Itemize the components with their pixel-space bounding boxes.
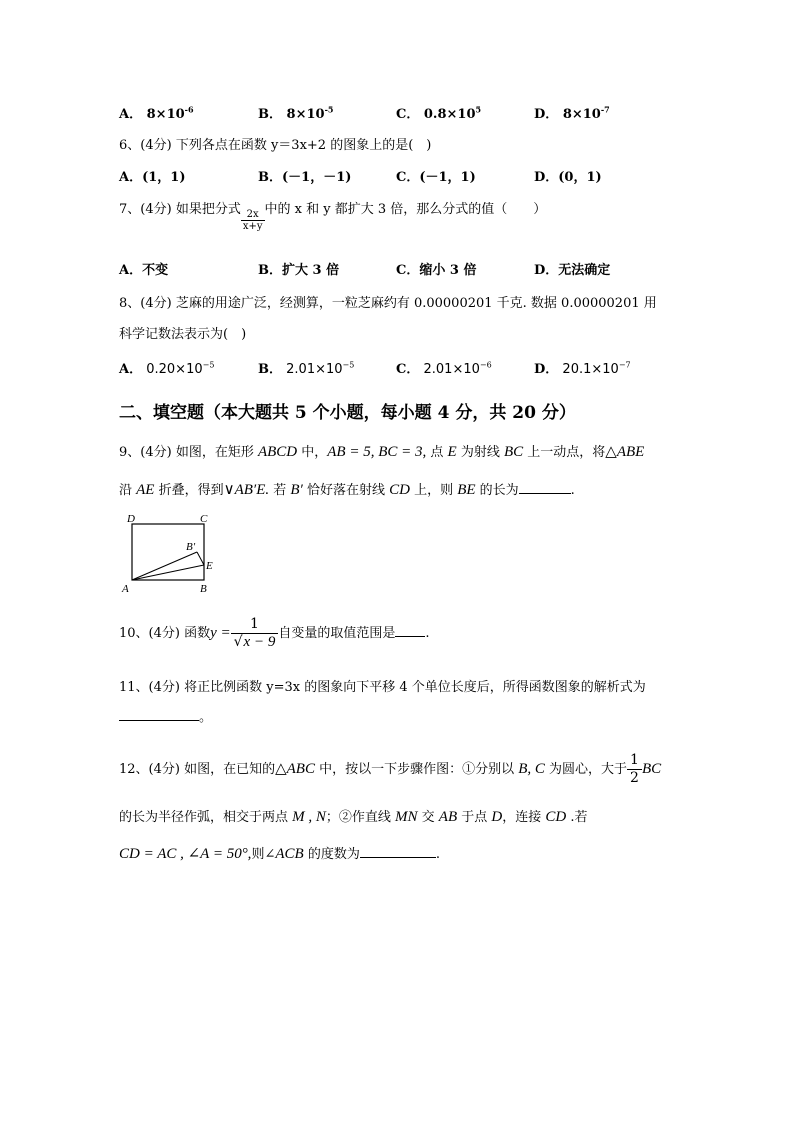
label-b: B (200, 583, 207, 595)
q5-option-a: A． $8\times 10^{-6}$ (119, 104, 194, 122)
q6-option-a: A．(1，1) (119, 170, 186, 185)
q12-half-fraction: $\frac{1}{2}$ (627, 752, 642, 787)
q6-option-d: D．(0，1) (534, 170, 602, 185)
q10-answer-blank[interactable] (395, 636, 425, 637)
q5-option-d: D． $8\times 10^{-7}$ (534, 104, 610, 122)
q9-rectangle-figure (118, 510, 218, 596)
q8-stem-line2: 科学记数法表示为( ) (119, 327, 247, 342)
label-b-prime: B′ (186, 541, 196, 553)
q5-option-b: B． $8\times 10^{-5}$ (258, 104, 334, 122)
segment-ae (132, 565, 204, 580)
q7-option-c: C．缩小 3 倍 (396, 263, 477, 278)
q7-fraction: $\frac{2x}{x+y}$ (242, 209, 263, 232)
q12-line1: 12、(4分) 如图，在已知的△ABC 中，按以一下步骤作图：①分别以 B, C 为圆心，大于 $\frac{1}{2}$ BC (119, 752, 662, 786)
label-e: E (206, 560, 213, 572)
q7-option-b: B．扩大 3 倍 (258, 263, 340, 278)
q12-line3: CD = AC , ∠A = 50°,则∠ACB 的度数为 . (119, 846, 440, 862)
label-a: A (122, 583, 129, 595)
q6-option-c: C．(－1，1) (396, 170, 476, 185)
q8-option-d: D． $20.1\times 10^{-7}$ (534, 360, 631, 377)
q7-option-d: D．无法确定 (534, 263, 611, 278)
q11-line1: 11、(4分) 将正比例函数 y=3x 的图象向下平移 4 个单位长度后，所得函数图象的解析式为 (119, 680, 646, 695)
segment-ab-prime (132, 552, 197, 580)
q8-option-b: B． $2.01\times 10^{-5}$ (258, 360, 355, 377)
q9-line1: 9、(4分) 如图，在矩形 ABCD 中，AB = 5, BC = 3, 点 E 为射线 BC 上一动点，将△ABE (119, 444, 645, 460)
label-c: C (200, 513, 208, 525)
q8-option-c: C． $2.01\times 10^{-6}$ (396, 360, 492, 377)
q11-answer-blank[interactable] (119, 720, 199, 721)
q6-stem: 6、(4分) 下列各点在函数 y＝3x+2 的图象上的是( ) (119, 138, 432, 153)
q5-option-c: C． $0.8\times 10^5$ (396, 104, 482, 122)
q8-option-a: A． $0.20\times 10^{-5}$ (119, 360, 215, 377)
q10-line: 10、(4分) 函数y = $\frac{1}{√x - 9}$ 自变量的取值范围是 . (119, 616, 430, 650)
segment-b-prime-e (197, 552, 204, 565)
q12-answer-blank[interactable] (360, 857, 436, 858)
q9-line2: 沿 AE 折叠，得到∨AB′E. 若 B′ 恰好落在射线 CD 上，则 BE 的长为 . (119, 482, 575, 498)
q7-option-a: A．不变 (119, 263, 169, 278)
q7-stem: 7、(4分) 如果把分式 $\frac{2x}{x+y}$ 中的 x 和 y 都扩大 3 倍，那么分式的值（ ） (119, 202, 547, 232)
q9-answer-blank[interactable] (519, 493, 571, 494)
q10-fraction: $\frac{1}{√x - 9}$ (231, 616, 279, 651)
section-title: 二、填空题（本大题共 5 个小题，每小题 4 分，共 20 分） (119, 403, 576, 423)
label-d: D (127, 513, 135, 525)
q6-option-b: B．(－1，－1) (258, 170, 352, 185)
q8-stem-line1: 8、(4分) 芝麻的用途广泛，经测算，一粒芝麻约有 0.00000201 千克. 数据 0.00000201 用 (119, 296, 657, 311)
q12-line2: 的长为半径作弧，相交于两点 M , N；②作直线 MN 交 AB 于点 D，连接 CD .若 (119, 809, 588, 825)
q11-line2: 。 (119, 706, 212, 725)
